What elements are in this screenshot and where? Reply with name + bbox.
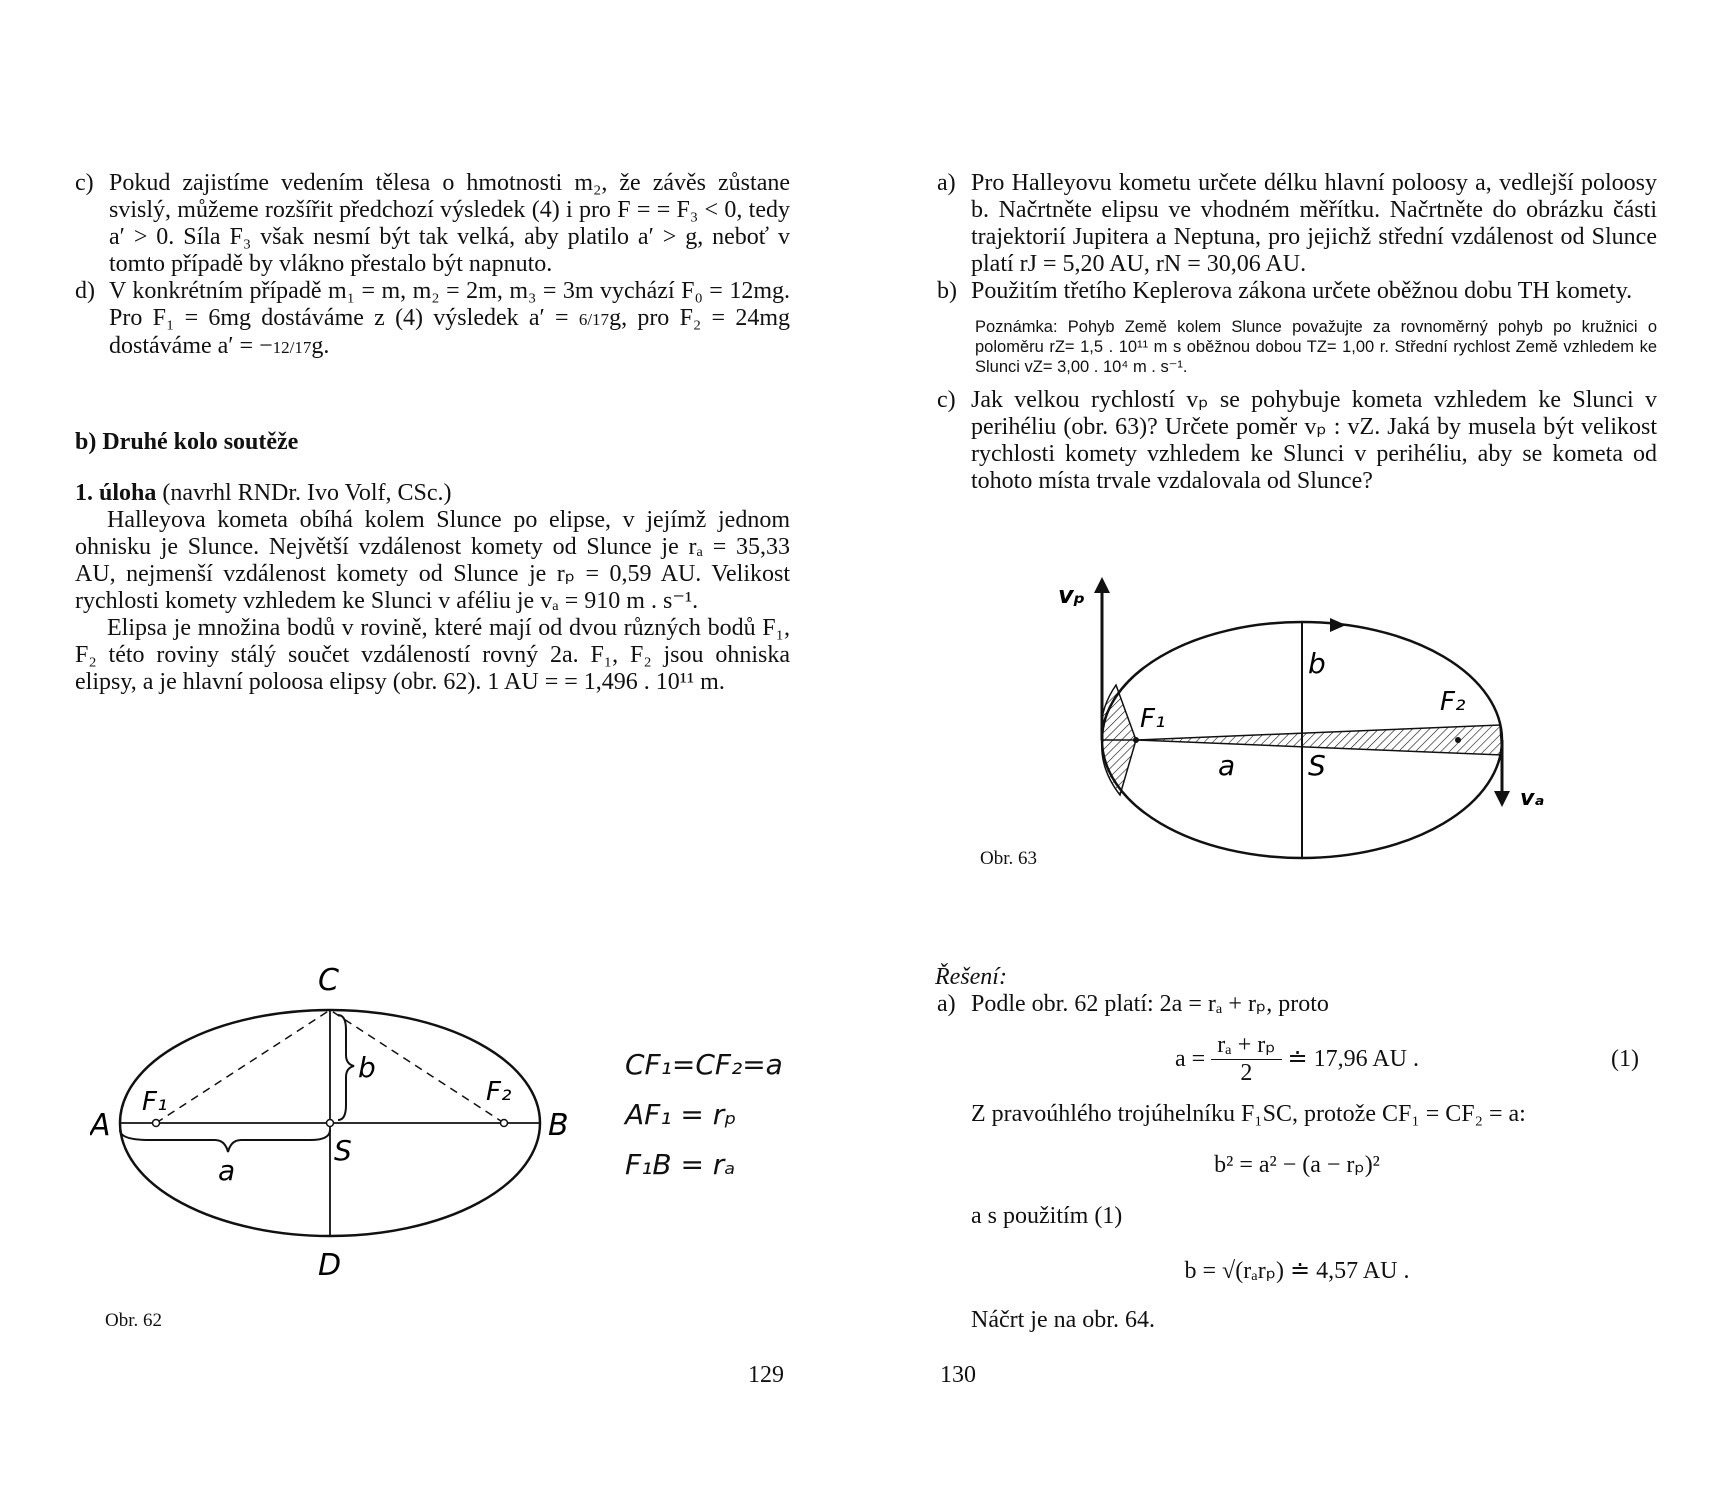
label-d: D <box>318 1248 342 1283</box>
solution <box>937 964 1657 1334</box>
equation-number: (1) <box>1611 1046 1639 1072</box>
item-d-left <box>75 278 790 361</box>
eq-right: ≐ 17,96 AU . <box>1287 1046 1419 1072</box>
task-title-rest: (navrhl RNDr. Ivo Volf, CSc.) <box>156 480 452 506</box>
caption-62: Obr. 62 <box>105 1310 162 1331</box>
solution-line: Z pravoúhlého trojúhelníku F₁SC, protože CF₁ = CF₂ = a: <box>971 1101 1526 1127</box>
task-title-bold: 1. úloha <box>75 480 157 506</box>
arrowhead-icon <box>1494 791 1510 807</box>
focus-f2 <box>1455 737 1461 743</box>
equation-f1b: F₁B = rₐ <box>625 1148 736 1181</box>
label-a-point: A <box>90 1108 111 1143</box>
item-c-left <box>75 170 790 278</box>
page-number-right: 130 <box>940 1362 976 1388</box>
label-va: vₐ <box>1520 786 1545 811</box>
item-label: a) <box>937 991 956 1017</box>
label-b: b <box>358 1051 376 1084</box>
equation-af1: AF₁ = rₚ <box>625 1098 737 1131</box>
focus-f1 <box>1133 737 1139 743</box>
label-f2: F₂ <box>486 1077 512 1107</box>
eq-denominator: 2 <box>1240 1060 1253 1086</box>
label-s: S <box>1308 749 1326 782</box>
label-vp: vₚ <box>1058 581 1086 609</box>
item-label: c) <box>937 387 956 413</box>
note: Poznámka: Pohyb Země kolem Slunce považujte za rovnoměrný pohyb po kružnici o poloměru rZ= 1,5 . 10¹¹ m s oběžnou dobou TZ= 1,00 r. Střední rychlost Země vzhledem ke Slunci vZ= 3,00 . 10⁴ m . s⁻¹. <box>975 318 1657 376</box>
figure-62 <box>90 960 600 1290</box>
section-heading: b) Druhé kolo soutěže <box>75 429 299 455</box>
focus-f1 <box>153 1120 160 1127</box>
item-text: Podle obr. 62 platí: 2a = rₐ + rₚ, proto <box>971 991 1329 1017</box>
right-column <box>937 170 1657 495</box>
perihelion-sector <box>1101 685 1136 795</box>
task-title <box>75 480 790 507</box>
item-b-right <box>937 278 1657 305</box>
focus-f2 <box>501 1120 508 1127</box>
item-text: Jak velkou rychlostí vₚ se pohybuje kometa vzhledem ke Slunci v perihéliu (obr. 63)? Určete poměr vₚ : vZ. Jaká by musela být velikost rychlosti komety vzhledem ke Slunci v perihéliu, aby se kometa od tohoto místa trvale vzdalovala od Slunce? <box>971 387 1657 494</box>
solution-heading: Řešení: <box>935 964 1007 990</box>
dashed-cf2 <box>330 1010 504 1123</box>
solution-line: a s použitím (1) <box>971 1203 1123 1229</box>
solution-item-a <box>937 991 1657 1018</box>
d-text-part: V konkrétním případě m₁ = m, m₂ = 2m, m₃ = 3m vychází F₀ = 12mg. Pro F₁ = 6mg dostáváme z (4) výsledek a′ = <box>109 278 790 331</box>
figure-63 <box>1040 575 1560 865</box>
arrowhead-icon <box>1094 577 1110 593</box>
label-c: C <box>318 963 339 998</box>
eq-fraction <box>1211 1032 1281 1087</box>
item-text: Použitím třetího Keplerova zákona určete oběžnou dobu TH komety. <box>971 278 1633 304</box>
paragraph: Halleyova kometa obíhá kolem Slunce po elipse, v jejímž jednom ohnisku je Slunce. Největší vzdálenost komety od Slunce je rₐ = 35,33 AU, nejmenší vzdálenost komety od Slunce je rₚ = 0,59 AU. Velikost rychlosti komety vzhledem ke Slunci v aféliu je vₐ = 910 m . s⁻¹. <box>75 507 790 614</box>
fraction: 6/17 <box>578 310 610 329</box>
direction-arrow-icon <box>1330 618 1346 632</box>
item-a-right <box>937 170 1657 278</box>
solution-line: Náčrt je na obr. 64. <box>971 1307 1155 1333</box>
label-f1: F₁ <box>1140 704 1166 734</box>
label-b-point: B <box>548 1108 569 1143</box>
equation-1 <box>937 1032 1657 1087</box>
caption-63: Obr. 63 <box>980 848 1037 869</box>
center-s <box>327 1120 334 1127</box>
label-s: S <box>334 1134 352 1167</box>
brace-b <box>338 1015 354 1120</box>
item-label: c) <box>75 170 94 196</box>
item-label: a) <box>937 170 956 196</box>
item-text <box>109 278 790 361</box>
page-number-left: 129 <box>748 1362 784 1388</box>
item-label: d) <box>75 278 95 304</box>
eq-numerator: rₐ + rₚ <box>1211 1032 1281 1060</box>
label-a: a <box>218 1154 236 1187</box>
fraction: 12/17 <box>272 338 312 357</box>
dashed-cf1 <box>156 1010 330 1123</box>
label-a: a <box>1218 749 1236 782</box>
brace-a <box>120 1130 330 1152</box>
item-label: b) <box>937 278 957 304</box>
item-c-right <box>937 387 1657 495</box>
label-b: b <box>1308 647 1326 680</box>
d-text-part: g. <box>311 333 330 359</box>
equation-3: b = √(rₐrₚ) ≐ 4,57 AU . <box>1184 1258 1410 1284</box>
item-text: Pokud zajistíme vedením tělesa o hmotnosti m₂, že závěs zůstane svislý, můžeme rozšířit předchozí výsledek (4) i pro F = = F₃ < 0, tedy a′ > 0. Síla F₃ však nesmí být tak velká, aby platilo a′ > g, neboť v tomto případě by vlákno přestalo být napnuto. <box>109 170 790 277</box>
d-text-part: g, pro F₂ = 24mg dostáváme a′ = − <box>109 305 790 359</box>
fig62-equations <box>625 1040 783 1190</box>
item-text: Pro Halleyovu kometu určete délku hlavní poloosy a, vedlejší poloosy b. Načrtněte elipsu ve vhodném měřítku. Načrtněte do obrázku části trajektorií Jupitera a Neptuna, pro jejichž střední vzdálenost od Slunce platí rJ = 5,20 AU, rN = 30,06 AU. <box>971 170 1657 277</box>
label-f1: F₁ <box>142 1087 168 1117</box>
eq-left: a = <box>1175 1046 1206 1072</box>
equation-cf: CF₁=CF₂=a <box>625 1048 783 1081</box>
equation-2: b² = a² − (a − rₚ)² <box>1214 1152 1380 1178</box>
paragraph: Elipsa je množina bodů v rovině, které mají od dvou různých bodů F₁, F₂ této roviny stálý součet vzdáleností rovný 2a. F₁, F₂ jsou ohniska elipsy, a je hlavní poloosa elipsy (obr. 62). 1 AU = = 1,496 . 10¹¹ m. <box>75 615 790 695</box>
label-f2: F₂ <box>1440 687 1466 717</box>
left-column <box>75 170 790 696</box>
